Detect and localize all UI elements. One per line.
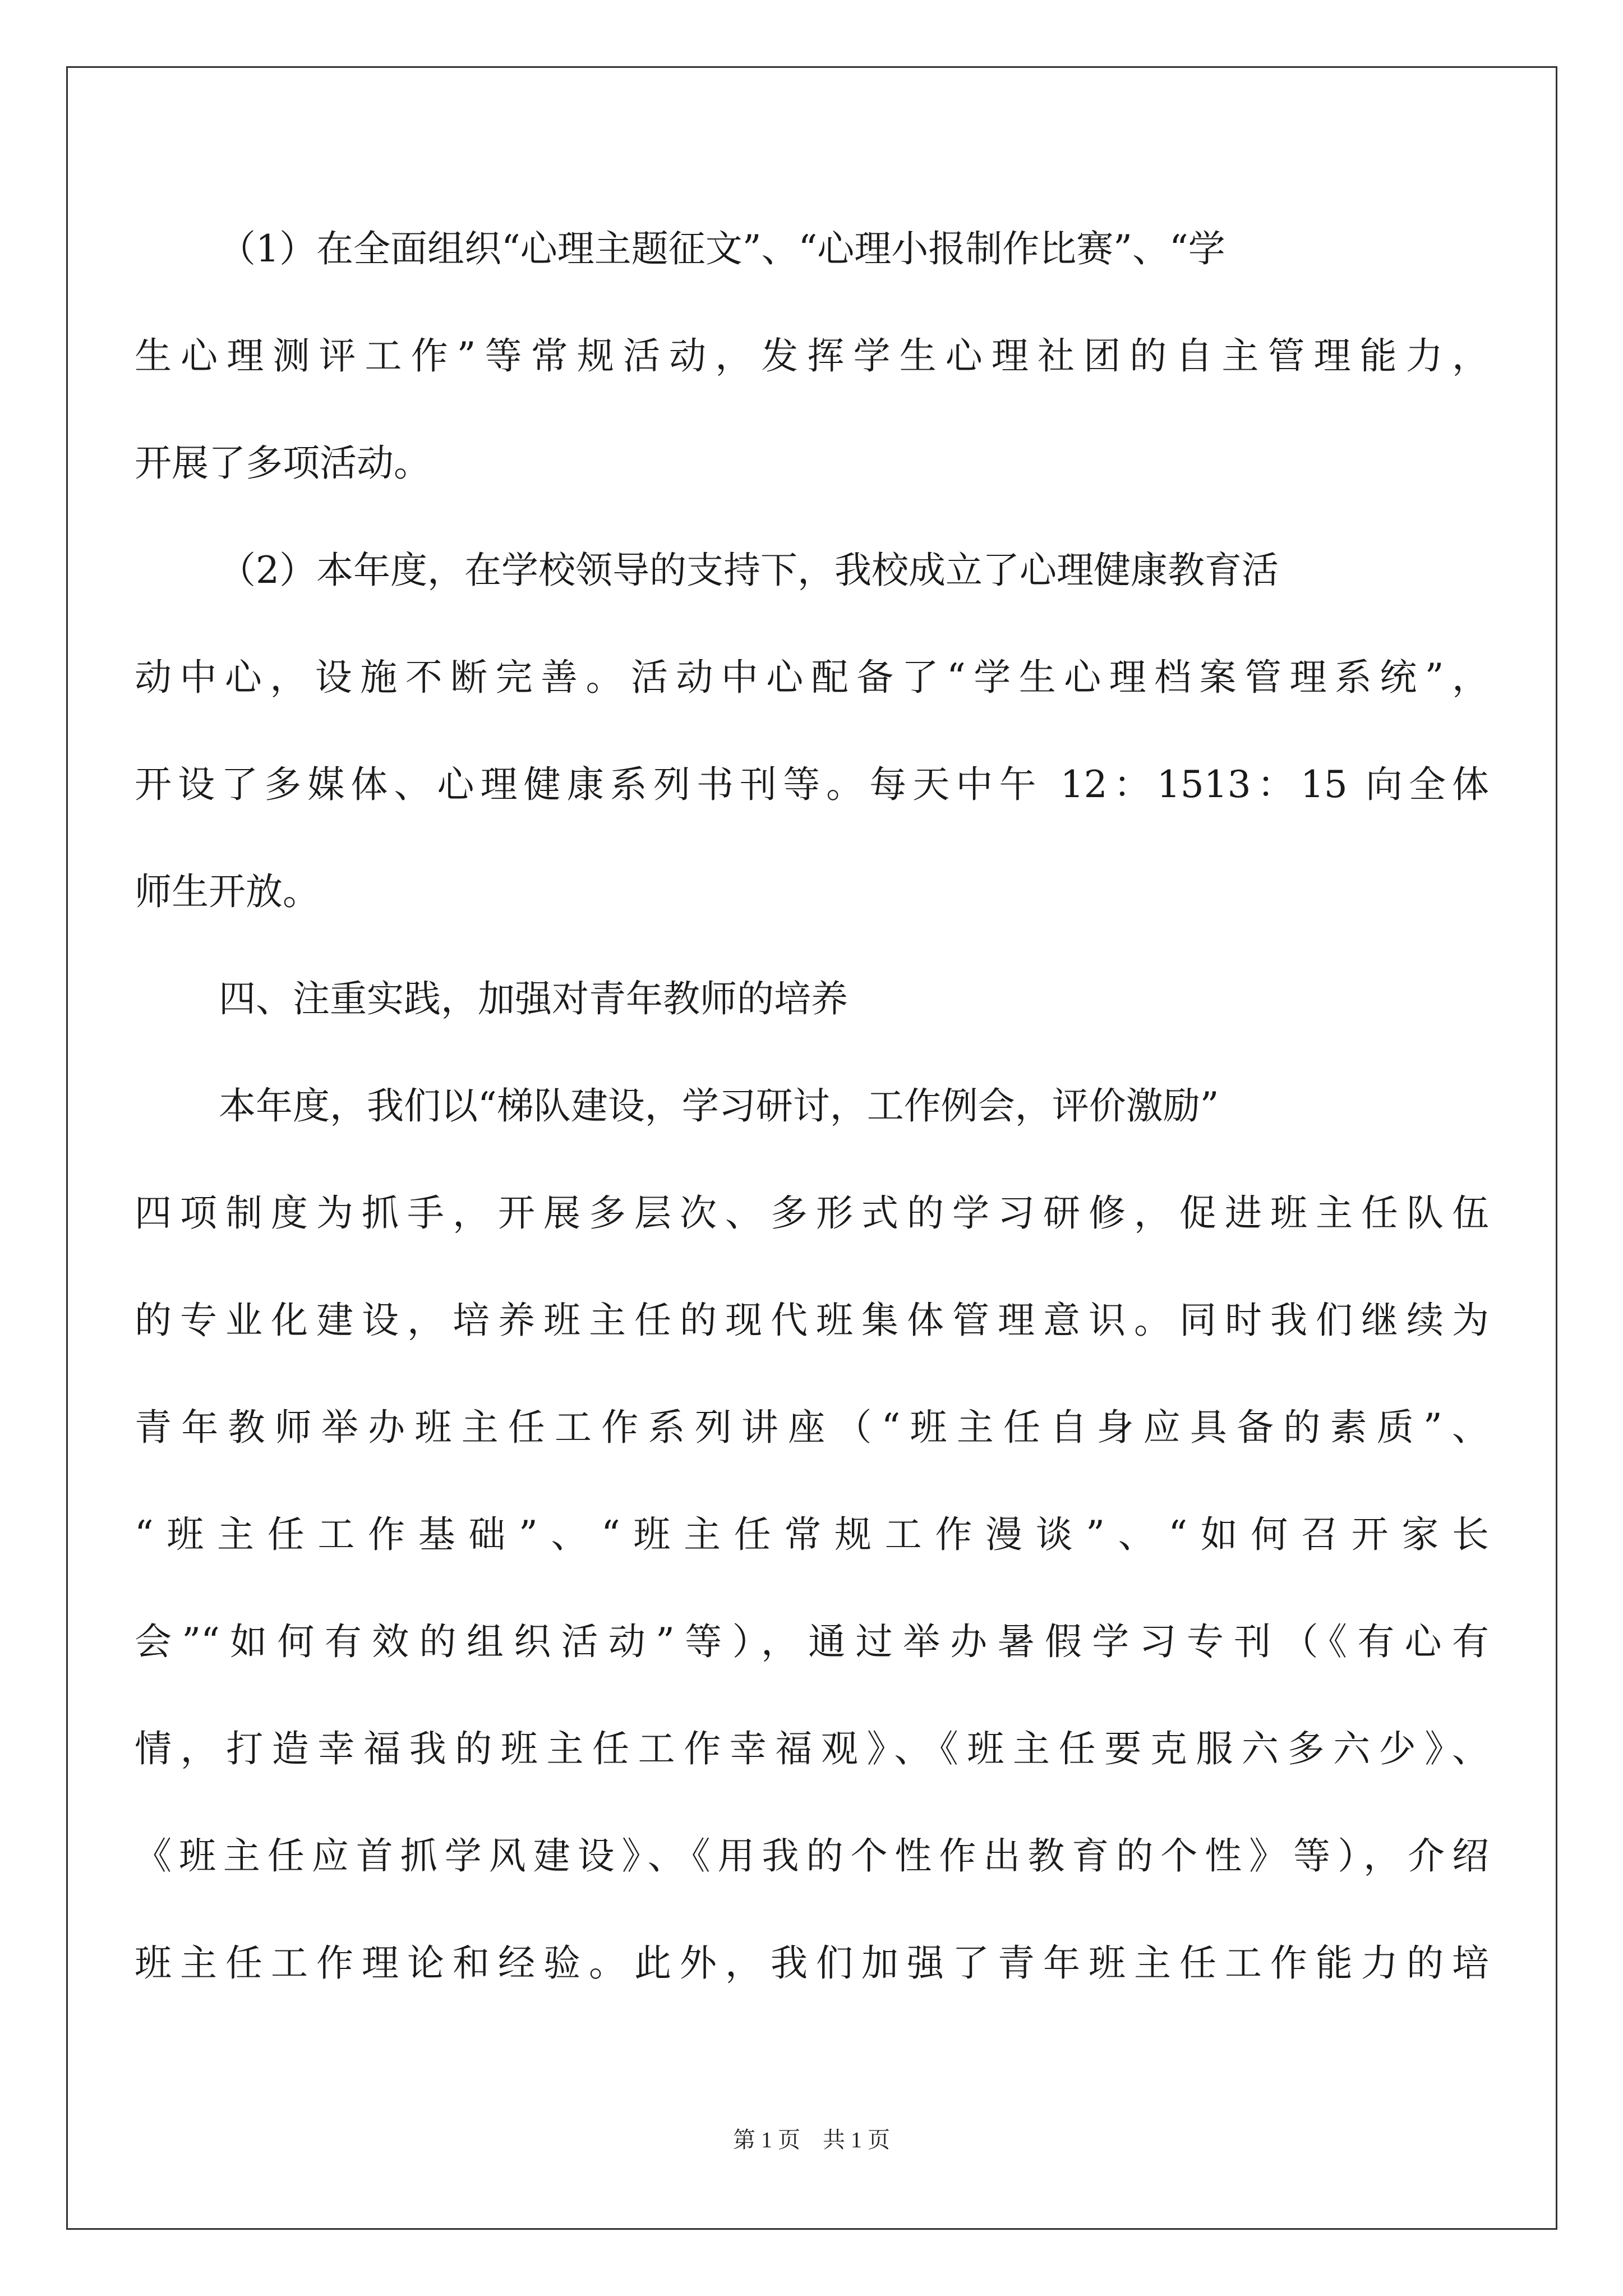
- paragraph-line: （1）在全面组织“心理主题征文”、“心理小报制作比赛”、“学: [219, 227, 1225, 270]
- paragraph-line: 本年度，我们以“梯队建设，学习研讨，工作例会，评价激励”: [219, 1084, 1219, 1128]
- paragraph-line: 的专业化建设，培养班主任的现代班集体管理意识。同时我们继续为: [135, 1299, 1489, 1342]
- paragraph-line: 生心理测评工作”等常规活动，发挥学生心理社团的自主管理能力，: [135, 334, 1489, 378]
- paragraph-line: 师生开放。: [135, 870, 320, 913]
- paragraph-line: 动中心，设施不断完善。活动中心配备了“学生心理档案管理系统”，: [135, 656, 1489, 699]
- paragraph-line: 班主任工作理论和经验。此外，我们加强了青年班主任工作能力的培: [135, 1941, 1489, 1985]
- page-border: [66, 66, 1557, 2230]
- paragraph-line: “班主任工作基础”、“班主任常规工作漫谈”、“如何召开家长: [135, 1513, 1489, 1556]
- paragraph-line: 四项制度为抓手，开展多层次、多形式的学习研修，促进班主任队伍: [135, 1191, 1489, 1235]
- page-number-footer: 第 1 页 共 1 页: [733, 2127, 890, 2152]
- paragraph-line: 开展了多项活动。: [135, 441, 431, 485]
- paragraph-line: 《班主任应首抓学风建设》、《用我的个性作出教育的个性》等），介绍: [135, 1834, 1489, 1878]
- paragraph-line: （2）本年度，在学校领导的支持下，我校成立了心理健康教育活: [219, 549, 1279, 592]
- paragraph-line: 会”“如何有效的组织活动”等），通过举办暑假学习专刊（《有心有: [135, 1620, 1489, 1663]
- section-heading: 四、注重实践，加强对青年教师的培养: [219, 977, 848, 1020]
- paragraph-line: 开设了多媒体、心理健康系列书刊等。每天中午 12：1513：15 向全体: [135, 763, 1489, 806]
- paragraph-line: 青年教师举办班主任工作系列讲座（“班主任自身应具备的素质”、: [135, 1406, 1489, 1449]
- paragraph-line: 情，打造幸福我的班主任工作幸福观》、《班主任要克服六多六少》、: [135, 1727, 1489, 1770]
